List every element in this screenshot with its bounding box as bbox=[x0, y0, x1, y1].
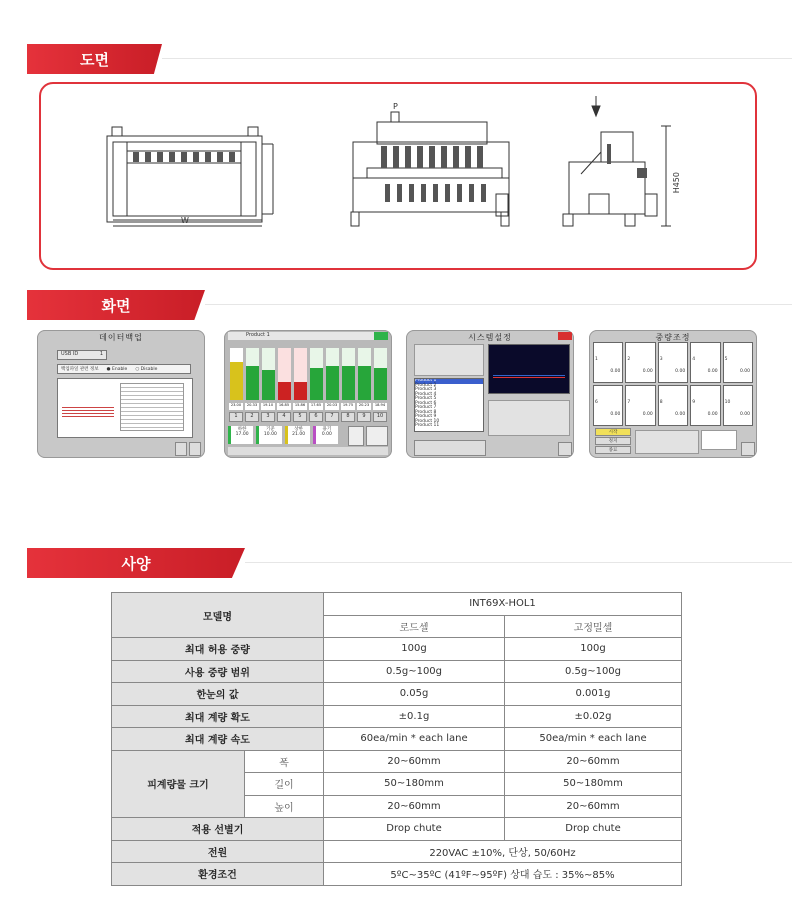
back-button[interactable] bbox=[741, 442, 755, 456]
row-label: 최대 계량 확도 bbox=[112, 705, 324, 728]
limit-value: 10.00 bbox=[263, 432, 277, 437]
cell-value: 0.00 bbox=[675, 412, 686, 417]
cell-value: 0.00 bbox=[610, 412, 621, 417]
table-cell: Drop chute bbox=[505, 818, 682, 841]
table-cell: 50~180mm bbox=[505, 773, 682, 796]
calibration-cell[interactable] bbox=[690, 342, 720, 383]
table-row bbox=[112, 683, 682, 706]
cell-number: 8 bbox=[659, 400, 663, 405]
section-tab-spec bbox=[27, 548, 245, 578]
table-cell: 0.5g~100g bbox=[324, 660, 505, 683]
row-label: 최대 허용 중량 bbox=[112, 638, 324, 661]
lane-value: 15.86 bbox=[293, 403, 307, 410]
lane-button[interactable]: 4 bbox=[277, 412, 291, 422]
lane-value: 16.85 bbox=[277, 403, 291, 410]
start-button[interactable]: 시작 bbox=[595, 428, 631, 436]
list-item[interactable]: Product 6 bbox=[415, 400, 437, 406]
screen-weight-calibration bbox=[589, 330, 757, 458]
list-item[interactable]: Product 7 bbox=[415, 405, 437, 410]
list-item[interactable]: Product 1 bbox=[415, 379, 483, 384]
limit-label: 하한 bbox=[237, 427, 247, 432]
cell-value: 0.00 bbox=[707, 412, 718, 417]
product-name: Product 1 bbox=[246, 332, 270, 338]
list-item[interactable]: Product 8 bbox=[415, 409, 437, 415]
cell-value: 0.00 bbox=[739, 412, 750, 417]
row-label: 피계량물 크기 bbox=[112, 750, 245, 818]
row-label: 최대 계량 속도 bbox=[112, 728, 324, 751]
product-list[interactable] bbox=[414, 378, 484, 432]
section-title-spec: 사양 bbox=[121, 554, 151, 573]
lane-button[interactable]: 1 bbox=[229, 412, 243, 422]
lane-buttons bbox=[228, 412, 388, 422]
warning-text bbox=[62, 405, 114, 417]
calibration-cell[interactable] bbox=[625, 342, 655, 383]
lane-bars-chart bbox=[228, 346, 388, 402]
bottom-buttons bbox=[414, 440, 486, 456]
weigh-header bbox=[228, 332, 388, 340]
calibration-cell[interactable] bbox=[658, 385, 688, 426]
limit-box[interactable] bbox=[256, 426, 281, 444]
screen-system-settings bbox=[406, 330, 574, 458]
row-label: 환경조건 bbox=[112, 863, 324, 886]
start-indicator bbox=[374, 332, 388, 340]
cell-value: 0.00 bbox=[707, 369, 718, 374]
table-cell: 60ea/min * each lane bbox=[324, 728, 505, 751]
limit-box[interactable] bbox=[228, 426, 253, 444]
cell-number: 5 bbox=[724, 357, 728, 362]
table-row bbox=[112, 638, 682, 661]
sub-label: 폭 bbox=[245, 750, 324, 773]
calibration-cell[interactable] bbox=[690, 385, 720, 426]
cell-number: 6 bbox=[595, 400, 598, 405]
calibration-grid bbox=[593, 342, 753, 426]
table-cell: 20~60mm bbox=[324, 750, 505, 773]
lane-button[interactable]: 2 bbox=[245, 412, 259, 422]
section-rule bbox=[205, 304, 792, 305]
cell-number: 9 bbox=[692, 400, 696, 405]
section-tab-screen bbox=[27, 290, 205, 320]
machine-front-view-drawing bbox=[41, 84, 755, 268]
table-row bbox=[112, 660, 682, 683]
cell-value: 0.00 bbox=[739, 369, 750, 374]
sub-label: 높이 bbox=[245, 795, 324, 818]
height-label: H450 bbox=[672, 172, 681, 194]
limit-box[interactable] bbox=[285, 426, 310, 444]
list-item[interactable]: Product 3 bbox=[415, 387, 437, 392]
table-cell: 50ea/min * each lane bbox=[505, 728, 682, 751]
stop-indicator bbox=[558, 332, 572, 340]
backup-file-list bbox=[57, 378, 193, 438]
list-item[interactable]: Product 9 bbox=[415, 414, 437, 419]
limit-value: 0.00 bbox=[321, 432, 332, 437]
row-label: 한눈의 값 bbox=[112, 683, 324, 706]
screen-data-backup bbox=[37, 330, 205, 458]
limit-label: 상한 bbox=[294, 427, 303, 432]
usb-id-value: 1 bbox=[99, 351, 103, 357]
product-form bbox=[414, 344, 484, 376]
table-cell: 0.5g~100g bbox=[505, 660, 682, 683]
table-row bbox=[112, 728, 682, 751]
calibration-cell[interactable] bbox=[593, 385, 623, 426]
back-button[interactable] bbox=[558, 442, 572, 456]
lane-button[interactable]: 9 bbox=[357, 412, 371, 422]
lane-button[interactable]: 6 bbox=[309, 412, 323, 422]
backup-option-row bbox=[57, 364, 191, 374]
disable-radio[interactable]: ○ Disable bbox=[135, 366, 158, 372]
cell-number: 1 bbox=[595, 357, 598, 362]
calibration-cell[interactable] bbox=[723, 342, 753, 383]
usb-id-label: USB ID bbox=[61, 351, 79, 357]
table-cell: 0.001g bbox=[505, 683, 682, 706]
screen-weighing bbox=[224, 330, 392, 458]
fixedcell-header: 고정밀셀 bbox=[505, 615, 682, 638]
table-cell: 0.05g bbox=[324, 683, 505, 706]
lane-button[interactable]: 3 bbox=[261, 412, 275, 422]
list-item[interactable]: Product 5 bbox=[415, 396, 437, 401]
model-value: INT69X-HOL1 bbox=[324, 593, 682, 616]
table-cell: Drop chute bbox=[324, 818, 505, 841]
screen-title: 시스템설정 bbox=[468, 333, 512, 342]
graph-line bbox=[493, 377, 565, 378]
table-cell: 100g bbox=[505, 638, 682, 661]
usb-row bbox=[57, 350, 107, 360]
width-label: W bbox=[181, 216, 189, 225]
spec-table bbox=[111, 592, 682, 886]
table-row bbox=[112, 818, 682, 841]
table-cell: 50~180mm bbox=[324, 773, 505, 796]
lane-value: 17.65 bbox=[309, 403, 323, 410]
drawing-panel bbox=[39, 82, 757, 270]
lane-button[interactable]: 8 bbox=[341, 412, 355, 422]
limit-value: 17.00 bbox=[235, 432, 249, 437]
section-rule bbox=[162, 58, 792, 59]
lane-value: 18.94 bbox=[373, 403, 387, 410]
table-cell: 100g bbox=[324, 638, 505, 661]
calibration-cell[interactable] bbox=[723, 385, 753, 426]
limit-boxes bbox=[228, 426, 338, 444]
chart-button[interactable] bbox=[348, 426, 364, 446]
screen-title: 데이터백업 bbox=[99, 333, 143, 342]
cell-number: 7 bbox=[627, 400, 631, 405]
cell-value: 0.00 bbox=[642, 412, 653, 417]
table-row bbox=[112, 593, 682, 616]
header-cell: 모델명 bbox=[112, 593, 324, 638]
list-item[interactable]: Product 11 bbox=[415, 423, 440, 428]
lane-value: 20.03 bbox=[325, 403, 339, 410]
calibration-controls bbox=[595, 428, 631, 454]
calibration-form bbox=[635, 430, 699, 454]
screen-title: 중량조정 bbox=[655, 333, 691, 342]
end-button[interactable]: 종료 bbox=[595, 446, 631, 454]
lane-value: 19.10 bbox=[261, 403, 275, 410]
save-button[interactable] bbox=[175, 442, 187, 456]
table-row bbox=[112, 705, 682, 728]
lane-value: 20.33 bbox=[245, 403, 259, 410]
signal-graph bbox=[488, 344, 570, 394]
row-label: 사용 중량 범위 bbox=[112, 660, 324, 683]
table-cell: ±0.1g bbox=[324, 705, 505, 728]
status-bar bbox=[228, 447, 388, 455]
table-row bbox=[112, 840, 682, 863]
table-row bbox=[112, 750, 682, 773]
limit-value: 21.00 bbox=[292, 432, 306, 437]
calibration-cell[interactable] bbox=[593, 342, 623, 383]
cell-number: 2 bbox=[627, 357, 631, 362]
calibration-cell[interactable] bbox=[658, 342, 688, 383]
table-cell: 20~60mm bbox=[505, 795, 682, 818]
cell-number: 10 bbox=[724, 400, 731, 405]
table-cell: 20~60mm bbox=[324, 795, 505, 818]
row-label: 적용 선별기 bbox=[112, 818, 324, 841]
section-title-drawing: 도면 bbox=[80, 50, 109, 69]
table-cell: 20~60mm bbox=[505, 750, 682, 773]
row-label: 전원 bbox=[112, 840, 324, 863]
p-label: P bbox=[393, 102, 398, 111]
calibration-cell[interactable] bbox=[625, 385, 655, 426]
lane-value: 19.75 bbox=[341, 403, 355, 410]
sub-label: 길이 bbox=[245, 773, 324, 796]
table-cell: 220VAC ±10%, 단상, 50/60Hz bbox=[324, 840, 682, 863]
section-rule bbox=[245, 562, 792, 563]
lane-values bbox=[228, 403, 388, 410]
loadcell-header: 로드셀 bbox=[324, 615, 505, 638]
table-row bbox=[112, 863, 682, 886]
table-cell: 5ºC~35ºC (41ºF~95ºF) 상대 습도 : 35%~85% bbox=[324, 863, 682, 886]
backup-option-label: 백업파일 관련 정보 bbox=[61, 367, 99, 372]
lane-value: 23.00 bbox=[229, 403, 243, 410]
cell-value: 0.00 bbox=[675, 369, 686, 374]
table-cell: ±0.02g bbox=[505, 705, 682, 728]
lane-button[interactable]: 7 bbox=[325, 412, 339, 422]
calibration-notes bbox=[701, 430, 737, 450]
enable-radio[interactable]: ● Enable bbox=[106, 366, 128, 372]
graph-line bbox=[493, 375, 565, 376]
settings-form bbox=[488, 400, 570, 436]
section-title-screen: 화면 bbox=[101, 296, 131, 315]
settings-button[interactable] bbox=[366, 426, 388, 446]
limit-label: 용기 bbox=[322, 427, 332, 432]
lane-button[interactable]: 10 bbox=[373, 412, 387, 422]
lane-value: 20.23 bbox=[357, 403, 371, 410]
file-list-box[interactable] bbox=[120, 383, 184, 431]
cell-value: 0.00 bbox=[610, 369, 621, 374]
stop-button[interactable]: 정지 bbox=[595, 437, 631, 445]
list-item[interactable]: Product 2 bbox=[415, 382, 437, 388]
limit-label: 기준 bbox=[266, 427, 275, 432]
cell-number: 3 bbox=[659, 357, 663, 362]
cell-value: 0.00 bbox=[642, 369, 653, 374]
list-item[interactable]: Product 10 bbox=[415, 418, 440, 424]
list-item[interactable]: Product 4 bbox=[415, 391, 437, 397]
section-tab-drawing bbox=[27, 44, 162, 74]
cell-number: 4 bbox=[692, 357, 696, 362]
back-button[interactable] bbox=[189, 442, 201, 456]
lane-button[interactable]: 5 bbox=[293, 412, 307, 422]
limit-box[interactable] bbox=[313, 426, 338, 444]
